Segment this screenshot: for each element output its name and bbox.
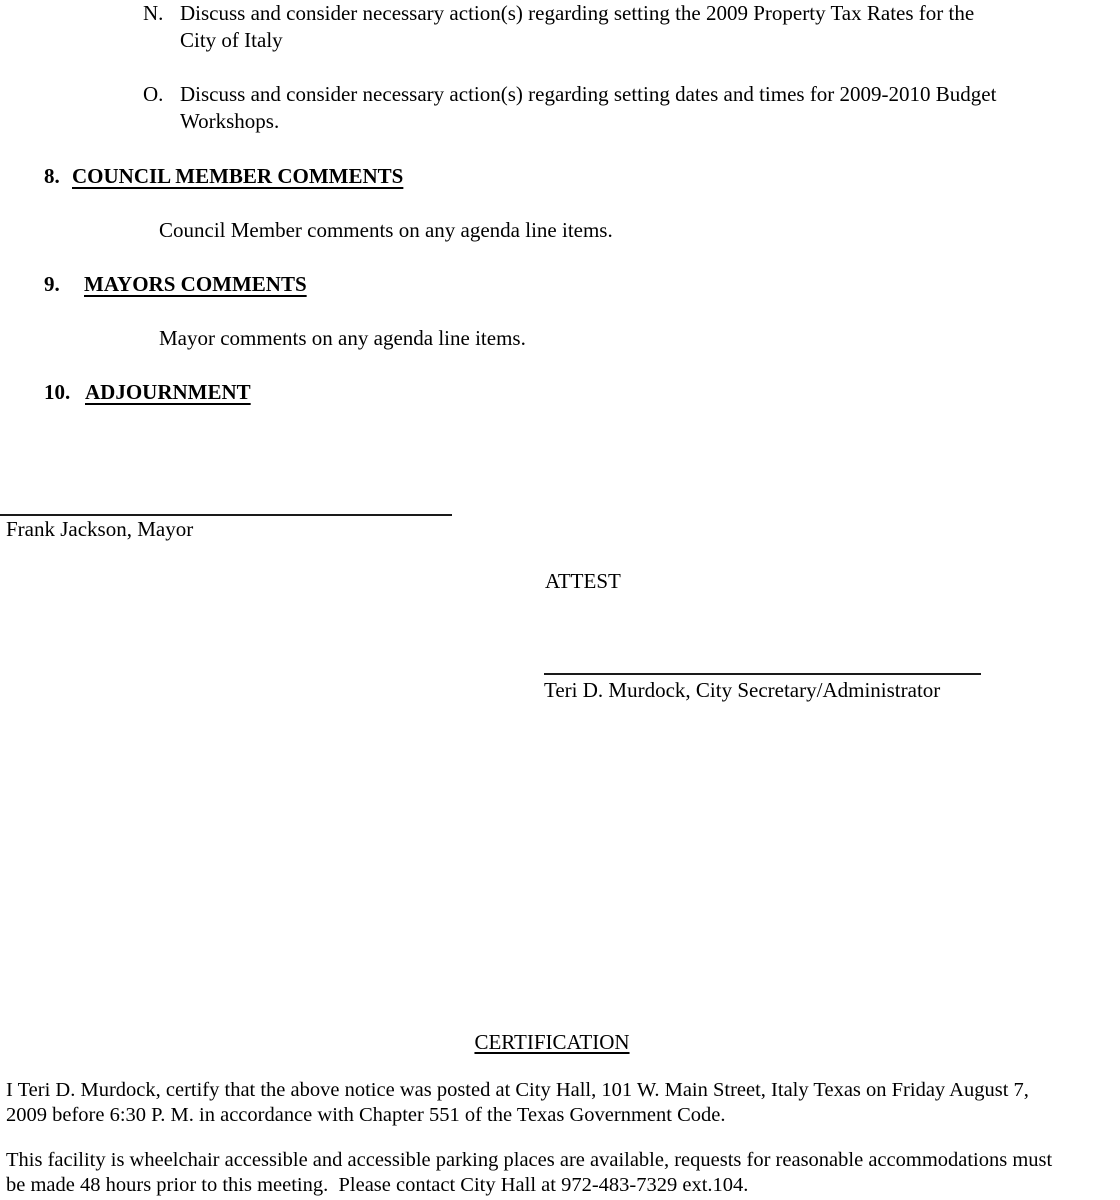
agenda-item-o-text [180,81,996,135]
accessibility-line1: This facility is wheelchair accessible and accessible parking places are available, requests for reasonable accommodations must [6,1149,1053,1171]
agenda-item-o [143,81,996,135]
section-number-9: 9. [44,272,60,296]
mayor-signature-line [0,514,452,516]
section-title-mayors-comments: MAYORS COMMENTS [84,272,307,296]
agenda-item-n-line2: City of Italy [180,28,283,52]
section-body-mayors-comments: Mayor comments on any agenda line items. [159,326,526,350]
certification-line2: 2009 before 6:30 P. M. in accordance with Chapter 551 of the Texas Government Code. [6,1104,726,1126]
secretary-signatory-name: Teri D. Murdock, City Secretary/Administrator [544,678,941,702]
agenda-item-n [143,0,974,54]
agenda-item-o-letter: O. [143,82,164,106]
section-number-10: 10. [44,380,71,404]
certification-line1: I Teri D. Murdock, certify that the above notice was posted at City Hall, 101 W. Main Street, Italy Texas on Friday August 7, [6,1079,1029,1101]
certification-paragraph [6,1078,1029,1128]
mayor-signatory-name: Frank Jackson, Mayor [6,517,194,541]
section-heading-mayors-comments [44,271,307,298]
agenda-item-o-line1: Discuss and consider necessary action(s) regarding setting dates and times for 2009-2010 Budget [180,82,997,106]
section-title-council-member-comments: COUNCIL MEMBER COMMENTS [72,164,404,188]
certification-heading-wrap [0,1029,1104,1056]
section-number-8: 8. [44,164,60,188]
secretary-signature-line [544,673,981,675]
accessibility-line2: be made 48 hours prior to this meeting. Please contact City Hall at 972-483-7329 ext.104. [6,1174,749,1196]
section-heading-adjournment [44,379,251,406]
agenda-item-n-text [180,0,974,54]
agenda-item-n-line1: Discuss and consider necessary action(s) regarding setting the 2009 Property Tax Rates for the [180,1,975,25]
agenda-item-n-letter: N. [143,1,164,25]
attest-label: ATTEST [545,569,621,593]
agenda-item-o-line2: Workshops. [180,109,280,133]
accessibility-paragraph [6,1148,1052,1198]
section-title-adjournment: ADJOURNMENT [85,380,251,404]
certification-heading: CERTIFICATION [474,1030,630,1054]
section-heading-council-member-comments [44,163,403,190]
section-body-council-member-comments: Council Member comments on any agenda line items. [159,218,613,242]
